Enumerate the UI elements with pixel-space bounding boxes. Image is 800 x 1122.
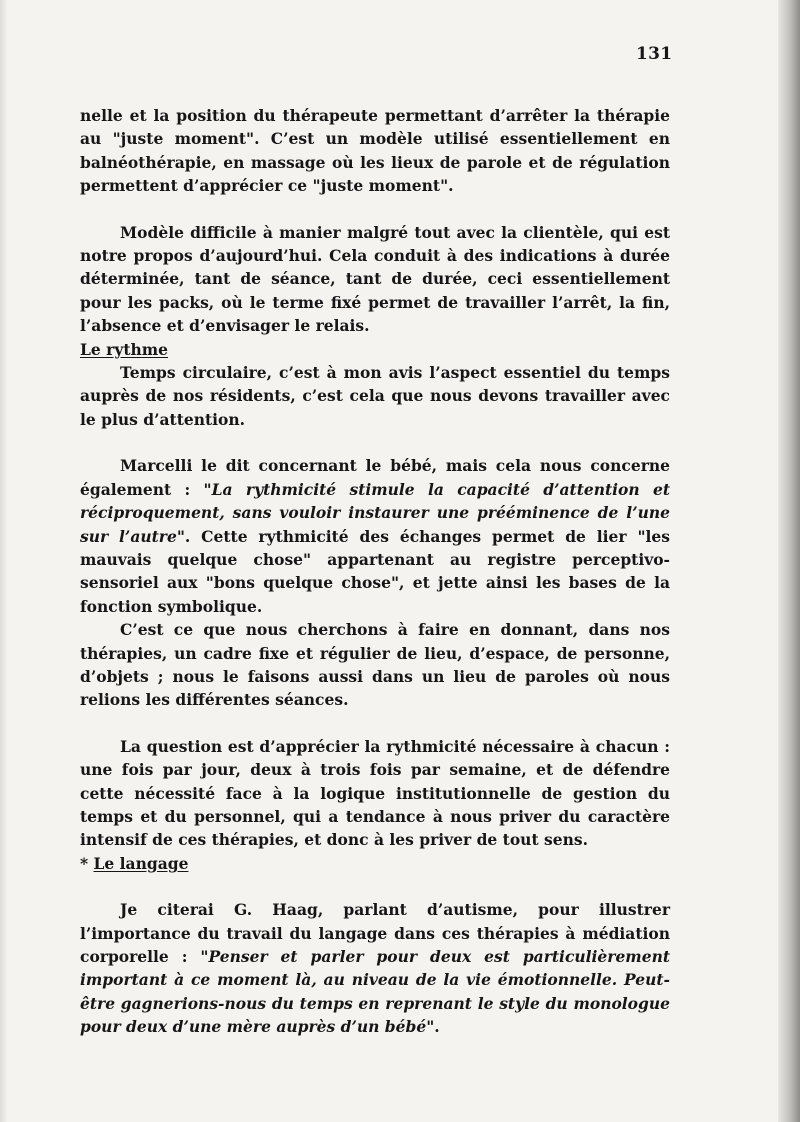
paragraph-temps-circulaire: Temps circulaire, c’est à mon avis l’aspect essentiel du temps auprès de nos résidents, c’est cela que nous devons travailler avec le plus d’attention. [80, 363, 670, 429]
paragraph-marcelli-intro: Marcelli le dit concernant le bébé, mais cela nous concerne également : " [80, 456, 670, 499]
paragraph-marcelli [80, 454, 670, 618]
quote-haag: Penser et parler pour deux est particulièrement important à ce moment là, au niveau de la vie émotionnelle. Peut-être gagnerions-nous du temps en reprenant le style du monologue pour deux d’une mère auprès d’un bébé [80, 947, 671, 1037]
section-heading-langage-bullet: * [80, 853, 94, 873]
paragraph-marcelli-end: ". Cette rythmicité des échanges permet de lier "les mauvais quelque chose" appartenant au registre perceptivo-sensoriel aux "bons quelque chose", et jette ainsi les bases de la fonction symbolique. [80, 526, 670, 616]
page-number: 131 [636, 44, 673, 64]
paragraph-haag [80, 898, 670, 1038]
page-body [80, 104, 670, 1039]
quote-marcelli: La rythmicité stimule la capacité d’attention et réciproquement, sans vouloir instaurer une prééminence de l’une sur l’autre [80, 479, 671, 546]
paragraph-modele-difficile: Modèle difficile à manier malgré tout avec la clientèle, qui est notre propos d’aujourd’hui. Cela conduit à des indications à durée déterminée, tant de séance, tant de durée, ceci essentiellement pour les packs, où le terme fixé permet de travailler l’arrêt, la fin, l’absence et d’envisager le relais. [80, 222, 670, 336]
section-heading-langage-text: Le langage [93, 853, 189, 873]
paragraph-haag-end: ". [426, 1017, 440, 1037]
paragraph-rythmicite-necessaire: La question est d’apprécier la rythmicité nécessaire à chacun : une fois par jour, deux à trois fois par semaine, et de défendre cette nécessité face à la logique institutionnelle de gestion du temps et du personnel, qui a tendance à nous priver du caractère intensif de ces thérapies, et donc à les priver de tout sens. [80, 736, 670, 850]
paragraph-juste-moment: nelle et la position du thérapeute permettant d’arrêter la thérapie au "juste moment". C’est un modèle utilisé essentiellement en balnéothérapie, en massage où les lieux de parole et de régulation permettent d’apprécier ce "juste moment". [80, 106, 670, 196]
paragraph-haag-intro: Je citerai G. Haag, parlant d’autisme, pour illustrer l’importance du travail du langage dans ces thérapies à médiation corporelle : " [80, 900, 670, 966]
section-heading-rythme [80, 338, 670, 361]
paragraph-cadre-fixe: C’est ce que nous cherchons à faire en donnant, dans nos thérapies, un cadre fixe et régulier de lieu, d’espace, de personne, d’objets ; nous le faisons aussi dans un lieu de paroles où nous relions les différentes séances. [80, 620, 670, 710]
section-heading-rythme-text: Le rythme [80, 339, 169, 359]
section-heading-langage [80, 852, 670, 875]
page-left-shadow [0, 0, 8, 1122]
page-binding-shadow [778, 0, 800, 1122]
